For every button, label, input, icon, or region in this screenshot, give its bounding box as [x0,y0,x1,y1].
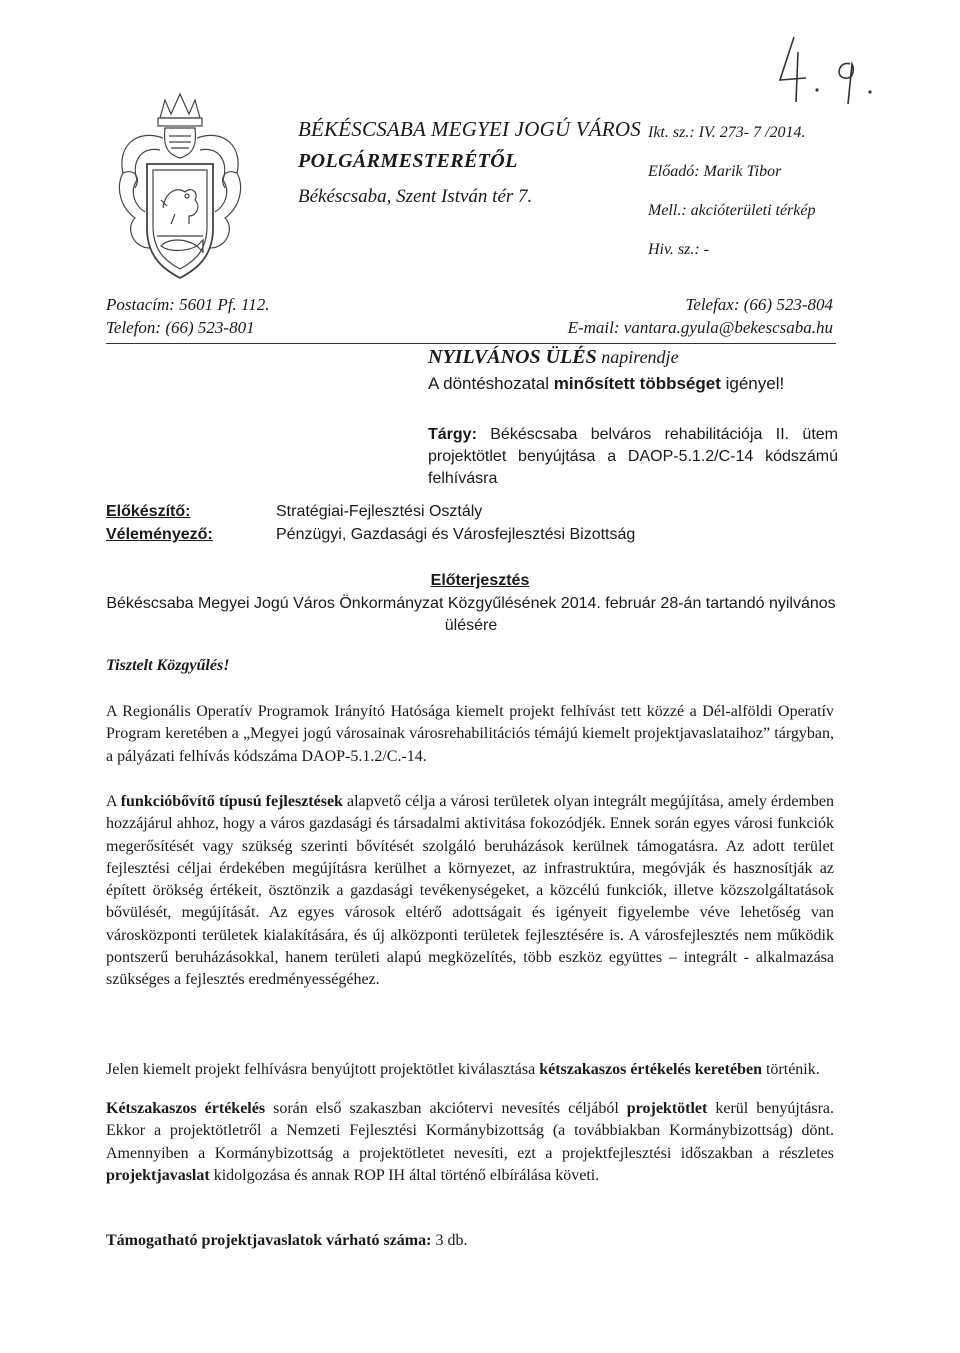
paragraph-4-a: során első szakaszban akciótervi nevesítés céljából [265,1100,627,1117]
paragraph-3 [106,1059,834,1081]
office-name: POLGÁRMESTERÉTŐL [298,150,518,172]
paragraph-2-a: A [106,793,121,810]
paragraph-2 [106,791,834,992]
coat-of-arms-logo [105,88,255,296]
reviewer-label: Véleményező: [106,526,213,543]
paragraph-3-b: történik. [761,1061,820,1078]
paragraph-4-c: kidolgozása és annak ROP IH által történő elbírálása követi. [209,1166,600,1184]
salutation: Tisztelt Közgyűlés! [106,657,230,674]
session-title-suffix: napirendje [596,347,679,367]
paragraph-4-b: kerül benyújtásra. Ekkor a projektötletről a Nemzeti Fejlesztési Kormánybizottság (a továbbiakban Kormánybizottság) dönt. Amennyiben a Kormánybizottság a projektötletet nevesíti, ezt a projektfejlesztési időszakban a részletes [106,1100,834,1162]
prepared-by-value: Stratégiai-Fejlesztési Osztály [276,503,483,520]
majority-note-bold: minősített többséget [553,374,721,393]
attachment: Mell.: akcióterületi térkép [648,202,816,219]
paragraph-4 [106,1098,834,1187]
proposal-title: Előterjesztés [430,572,530,589]
paragraph-1: A Regionális Operatív Programok Irányító Hatósága kiemelt projekt felhívást tett közzé a Dél-alföldi Operatív Program keretében a „Megyei jogú városainak városrehabilitációs témájú kiemelt projektjavaslataihoz” tárgyban, a pályázati felhívás kódszáma DAOP-5.1.2/C.-14. [106,703,834,765]
paragraph-4-bold-2: projektötlet [626,1100,708,1117]
session-title [428,346,679,369]
registry-number: Ikt. sz.: IV. 273- 7 /2014. [648,124,806,141]
paragraph-5 [106,1230,834,1252]
city-title: BÉKÉSCSABA MEGYEI JOGÚ VÁROS [298,117,641,141]
fax: Telefax: (66) 523-804 [685,295,833,314]
handwritten-note-drawing [772,32,882,107]
majority-note [428,374,784,394]
office-address: Békéscsaba, Szent István tér 7. [298,186,533,207]
paragraph-5-bold: Támogatható projektjavaslatok várható száma: [106,1232,432,1249]
paragraph-5-a: 3 db. [431,1232,468,1249]
prepared-by-label: Előkészítő: [106,503,191,520]
paragraph-4-bold-3: projektjavaslat [106,1166,210,1184]
phone: Telefon: (66) 523-801 [106,318,255,337]
postal-address: Postacím: 5601 Pf. 112. [106,295,270,314]
presenter: Előadó: Marik Tibor [648,163,782,180]
email: E-mail: vantara.gyula@bekescsaba.hu [567,318,833,337]
proposal-body: Békéscsaba Megyei Jogú Város Önkormányzat Közgyűlésének 2014. február 28-án tartandó nyilvános ülésére [106,595,836,634]
header-divider [106,343,836,344]
paragraph-3-a: Jelen kiemelt projekt felhívásra benyújtott projektötlet kiválasztása [106,1061,540,1078]
session-title-main: NYILVÁNOS ÜLÉS [428,346,597,368]
reviewer-value: Pénzügyi, Gazdasági és Városfejlesztési Bizottság [276,526,636,543]
paragraph-4-bold-1: Kétszakaszos értékelés [106,1100,266,1117]
majority-note-prefix: A döntéshozatal [428,374,554,393]
paragraph-2-b: alapvető célja a városi területek olyan integrált megújítása, amely érdemben hozzájárul ahhoz, hogy a város gazdasági és társadalmi aktivitása fokozódjék. Ennek során egyes városi funkciók megerősítését vagy szükség szerinti bővítését szolgáló beruházások kerülnek támogatásra. Az adott terület fejlesztési céljai érdekében megújításra kerülhet a környezet, az infrastruktúra, megóvják és hasznosítják az épített örökség értékeit, ösztönzik a gazdasági tevékenységeket, a közcélú funkciók, illetve közszolgáltatások bővülését, megújítását. Az egyes városok eltérő adottságait és igényeit figyelembe véve lehetőség van városközponti területek kialakítására, és új alközponti területek fejlesztésére is. A városfejlesztés nem működik pontszerű beruházásokkal, hanem területi alapú megközelítés, több eszköz együttes – integrált - alkalmazása szükséges a fejlesztés eredményességéhez. [106,793,835,989]
handwritten-note [772,32,882,107]
subject [428,424,838,490]
majority-note-suffix: igényel! [720,374,785,393]
subject-label: Tárgy: [428,426,477,443]
reference-number: Hiv. sz.: - [648,241,710,258]
subject-text: Békéscsaba belváros rehabilitációja II. ütem projektötlet benyújtása a DAOP-5.1.2/C-14 kódszámú felhívásra [428,426,838,487]
paragraph-2-bold: funkcióbővítő típusú fejlesztések [120,793,343,810]
paragraph-3-bold: kétszakaszos értékelés keretében [539,1061,762,1078]
